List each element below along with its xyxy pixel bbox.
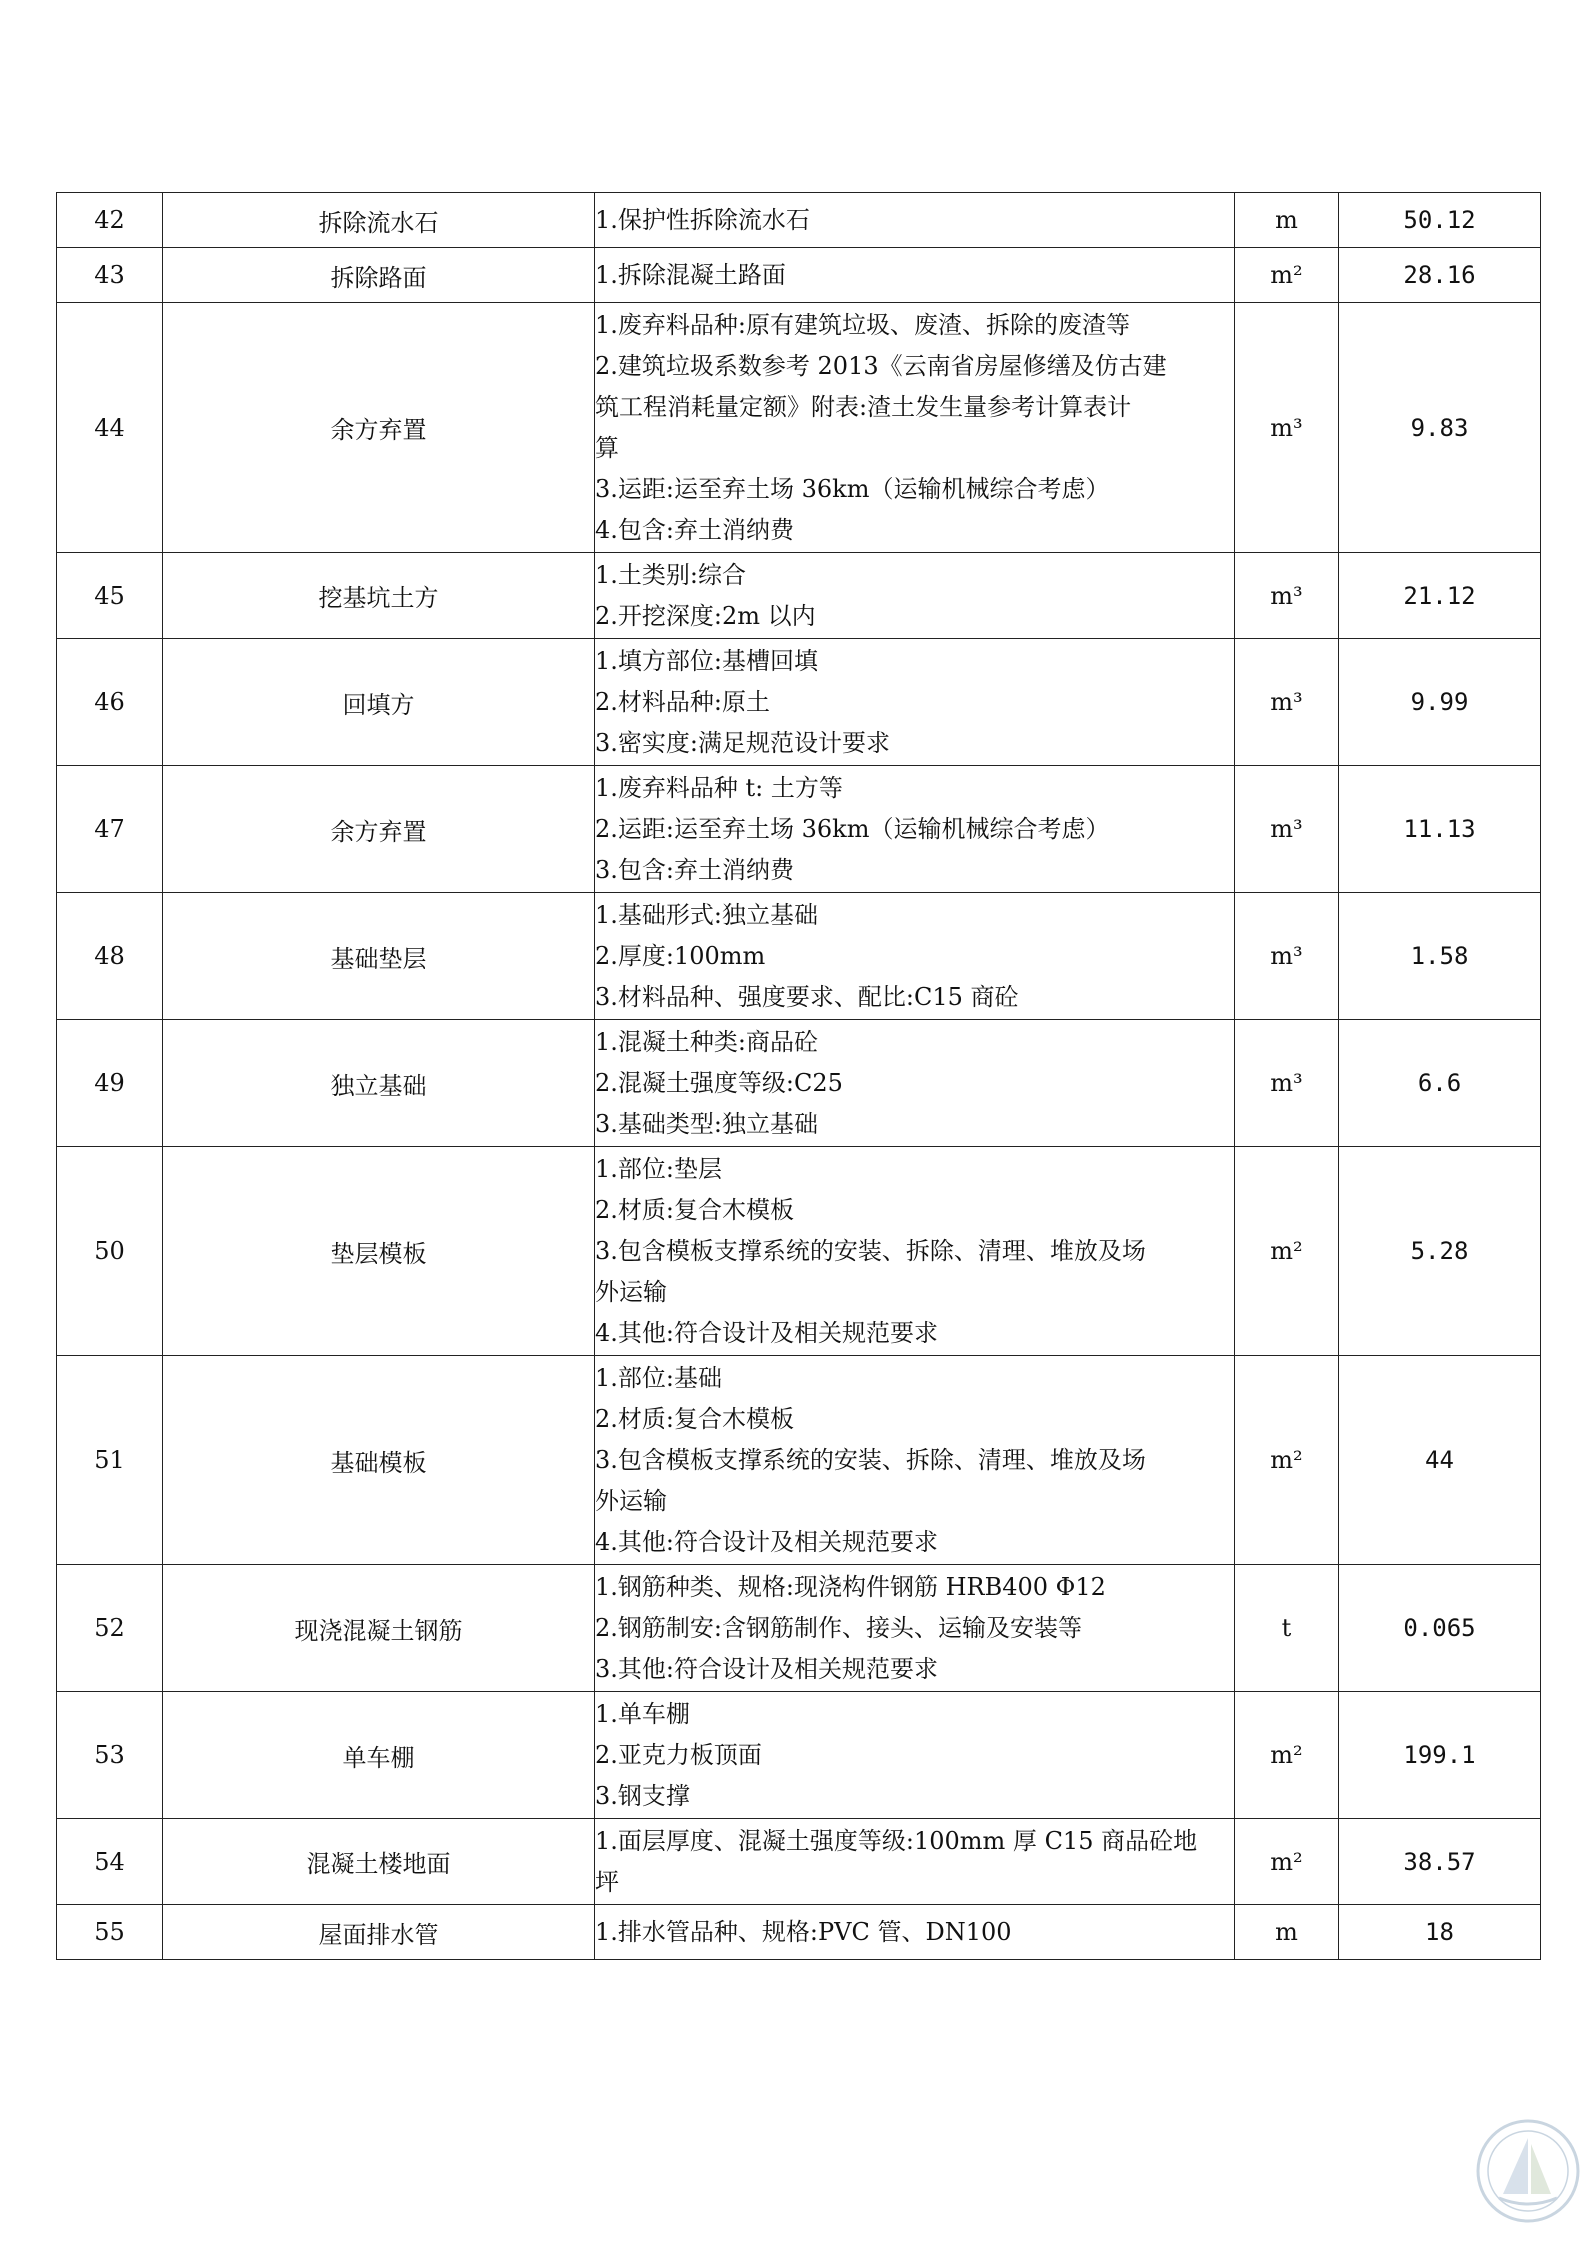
feature-line: 外运输	[595, 1486, 667, 1515]
table-row	[57, 1356, 1541, 1565]
item-name: 屋面排水管	[163, 1905, 595, 1960]
item-name: 余方弃置	[163, 303, 595, 553]
feature-line: 3.材料品种、强度要求、配比:C15 商砼	[595, 982, 1019, 1011]
feature-line: 3.包含模板支撑系统的安装、拆除、清理、堆放及场	[595, 1236, 1146, 1265]
item-name: 挖基坑土方	[163, 553, 595, 639]
item-features	[595, 1819, 1235, 1905]
feature-line: 2.混凝土强度等级:C25	[595, 1068, 843, 1097]
item-name: 拆除流水石	[163, 193, 595, 248]
item-name: 基础垫层	[163, 893, 595, 1020]
item-name: 回填方	[163, 639, 595, 766]
bill-of-quantities-table	[56, 192, 1541, 1960]
feature-line: 1.部位:垫层	[595, 1154, 722, 1183]
item-unit: m³	[1235, 553, 1339, 639]
feature-line: 2.亚克力板顶面	[595, 1740, 762, 1769]
item-quantity: 5.28	[1339, 1147, 1541, 1356]
item-unit: m²	[1235, 248, 1339, 303]
feature-line: 4.其他:符合设计及相关规范要求	[595, 1527, 938, 1556]
item-name: 混凝土楼地面	[163, 1819, 595, 1905]
feature-line: 算	[595, 433, 619, 462]
item-unit: m	[1235, 193, 1339, 248]
item-features	[595, 248, 1235, 303]
item-features	[595, 1692, 1235, 1819]
item-features	[595, 639, 1235, 766]
feature-line: 3.钢支撑	[595, 1781, 690, 1810]
table-row	[57, 1147, 1541, 1356]
item-features	[595, 193, 1235, 248]
table-row	[57, 248, 1541, 303]
item-name: 基础模板	[163, 1356, 595, 1565]
item-number: 48	[57, 893, 163, 1020]
item-quantity: 0.065	[1339, 1565, 1541, 1692]
feature-line: 1.单车棚	[595, 1699, 690, 1728]
feature-line: 2.建筑垃圾系数参考 2013《云南省房屋修缮及仿古建	[595, 351, 1167, 380]
table-row	[57, 766, 1541, 893]
feature-line: 2.材质:复合木模板	[595, 1404, 794, 1433]
feature-line: 2.材质:复合木模板	[595, 1195, 794, 1224]
feature-line: 1.填方部位:基槽回填	[595, 646, 818, 675]
item-name: 拆除路面	[163, 248, 595, 303]
item-unit: m²	[1235, 1819, 1339, 1905]
item-unit: m	[1235, 1905, 1339, 1960]
item-quantity: 44	[1339, 1356, 1541, 1565]
table-row	[57, 1819, 1541, 1905]
item-unit: m³	[1235, 1020, 1339, 1147]
item-features	[595, 303, 1235, 553]
feature-line: 2.钢筋制安:含钢筋制作、接头、运输及安装等	[595, 1613, 1082, 1642]
table-row	[57, 639, 1541, 766]
item-number: 46	[57, 639, 163, 766]
item-quantity: 9.99	[1339, 639, 1541, 766]
feature-line: 1.废弃料品种:原有建筑垃圾、废渣、拆除的废渣等	[595, 310, 1130, 339]
item-number: 53	[57, 1692, 163, 1819]
feature-line: 1.保护性拆除流水石	[595, 205, 810, 234]
feature-line: 1.土类别:综合	[595, 560, 746, 589]
feature-line: 3.其他:符合设计及相关规范要求	[595, 1654, 938, 1683]
item-number: 45	[57, 553, 163, 639]
feature-line: 1.部位:基础	[595, 1363, 722, 1392]
feature-line: 1.基础形式:独立基础	[595, 900, 818, 929]
feature-line: 1.排水管品种、规格:PVC 管、DN100	[595, 1917, 1012, 1946]
item-number: 50	[57, 1147, 163, 1356]
item-features	[595, 1905, 1235, 1960]
item-number: 55	[57, 1905, 163, 1960]
feature-line: 4.包含:弃土消纳费	[595, 515, 794, 544]
table-row	[57, 893, 1541, 1020]
feature-line: 3.运距:运至弃土场 36km（运输机械综合考虑）	[595, 474, 1110, 503]
item-quantity: 1.58	[1339, 893, 1541, 1020]
feature-line: 3.包含模板支撑系统的安装、拆除、清理、堆放及场	[595, 1445, 1146, 1474]
sailboat-seal-icon	[1473, 2116, 1583, 2226]
table-row	[57, 303, 1541, 553]
feature-line: 1.钢筋种类、规格:现浇构件钢筋 HRB400 Φ12	[595, 1572, 1106, 1601]
feature-line: 1.混凝土种类:商品砼	[595, 1027, 818, 1056]
item-quantity: 21.12	[1339, 553, 1541, 639]
item-quantity: 199.1	[1339, 1692, 1541, 1819]
item-name: 独立基础	[163, 1020, 595, 1147]
item-unit: m²	[1235, 1692, 1339, 1819]
item-features	[595, 1356, 1235, 1565]
item-number: 49	[57, 1020, 163, 1147]
item-quantity: 18	[1339, 1905, 1541, 1960]
item-features	[595, 893, 1235, 1020]
item-unit: m³	[1235, 303, 1339, 553]
item-name: 垫层模板	[163, 1147, 595, 1356]
feature-line: 4.其他:符合设计及相关规范要求	[595, 1318, 938, 1347]
item-features	[595, 1020, 1235, 1147]
item-number: 51	[57, 1356, 163, 1565]
feature-line: 2.厚度:100mm	[595, 941, 766, 970]
item-unit: m³	[1235, 893, 1339, 1020]
item-features	[595, 766, 1235, 893]
table-row	[57, 1905, 1541, 1960]
item-number: 43	[57, 248, 163, 303]
item-name: 现浇混凝土钢筋	[163, 1565, 595, 1692]
table-row	[57, 1692, 1541, 1819]
feature-line: 1.面层厚度、混凝土强度等级:100mm 厚 C15 商品砼地	[595, 1826, 1198, 1855]
item-quantity: 6.6	[1339, 1020, 1541, 1147]
item-name: 单车棚	[163, 1692, 595, 1819]
feature-line: 3.基础类型:独立基础	[595, 1109, 818, 1138]
table-body	[57, 193, 1541, 1960]
table-row	[57, 1565, 1541, 1692]
item-features	[595, 1565, 1235, 1692]
item-number: 52	[57, 1565, 163, 1692]
item-quantity: 9.83	[1339, 303, 1541, 553]
feature-line: 1.废弃料品种 t: 土方等	[595, 773, 843, 802]
item-number: 42	[57, 193, 163, 248]
feature-line: 外运输	[595, 1277, 667, 1306]
feature-line: 筑工程消耗量定额》附表:渣土发生量参考计算表计	[595, 392, 1132, 421]
item-features	[595, 1147, 1235, 1356]
feature-line: 3.密实度:满足规范设计要求	[595, 728, 890, 757]
item-unit: m³	[1235, 766, 1339, 893]
feature-line: 2.材料品种:原土	[595, 687, 770, 716]
item-unit: t	[1235, 1565, 1339, 1692]
table-row	[57, 193, 1541, 248]
item-unit: m³	[1235, 639, 1339, 766]
item-quantity: 28.16	[1339, 248, 1541, 303]
item-features	[595, 553, 1235, 639]
item-quantity: 38.57	[1339, 1819, 1541, 1905]
item-unit: m²	[1235, 1356, 1339, 1565]
item-number: 47	[57, 766, 163, 893]
feature-line: 2.开挖深度:2m 以内	[595, 601, 816, 630]
item-number: 54	[57, 1819, 163, 1905]
table-row	[57, 1020, 1541, 1147]
item-unit: m²	[1235, 1147, 1339, 1356]
feature-line: 坪	[595, 1867, 619, 1896]
table-row	[57, 553, 1541, 639]
feature-line: 3.包含:弃土消纳费	[595, 855, 794, 884]
feature-line: 2.运距:运至弃土场 36km（运输机械综合考虑）	[595, 814, 1110, 843]
item-quantity: 50.12	[1339, 193, 1541, 248]
item-name: 余方弃置	[163, 766, 595, 893]
item-number: 44	[57, 303, 163, 553]
item-quantity: 11.13	[1339, 766, 1541, 893]
feature-line: 1.拆除混凝土路面	[595, 260, 786, 289]
